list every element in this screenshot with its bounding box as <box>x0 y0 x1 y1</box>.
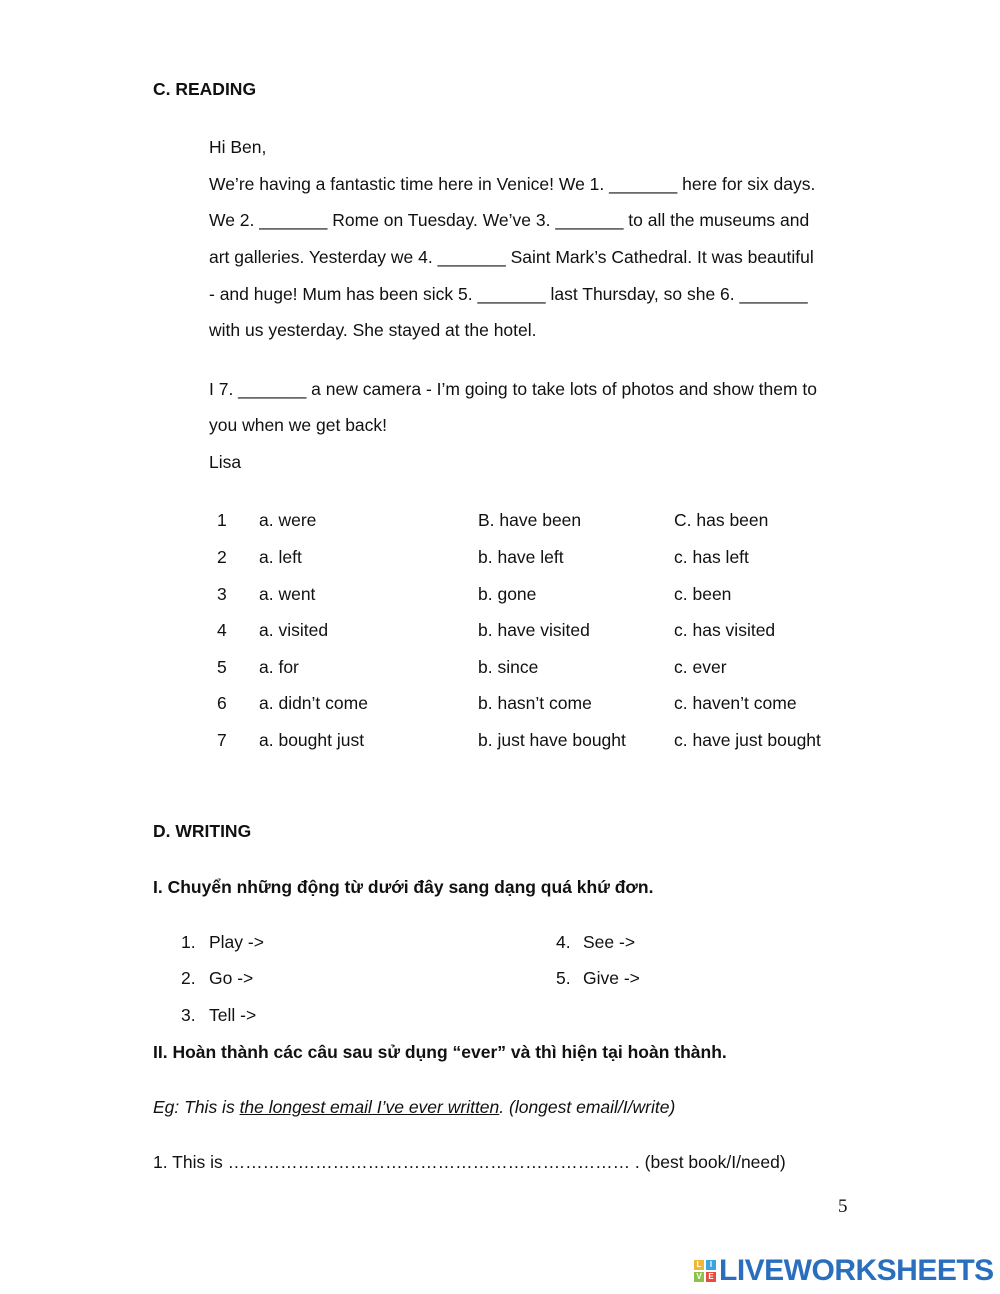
verb-prompt[interactable]: Give -> <box>583 968 640 988</box>
option-a[interactable]: a. went <box>259 584 316 604</box>
option-a[interactable]: a. visited <box>259 620 329 640</box>
option-a[interactable]: a. bought just <box>259 730 365 750</box>
writing-part1-instruction: I. Chuyển những động từ dưới đây sang dạng quá khứ đơn. <box>153 877 654 897</box>
letter-signature: Lisa <box>209 452 242 472</box>
letter-greeting: Hi Ben, <box>209 137 267 157</box>
option-a[interactable]: a. were <box>259 510 317 530</box>
example-sentence <box>153 1097 675 1118</box>
verb-prompt[interactable]: See -> <box>583 932 636 952</box>
option-number: 1 <box>217 510 227 530</box>
option-c[interactable]: c. ever <box>674 657 727 677</box>
option-b[interactable]: B. have been <box>478 510 582 530</box>
verb-prompt[interactable]: Go -> <box>209 968 254 988</box>
letter-line: We 2. _______ Rome on Tuesday. We’ve 3. _______ to all the museums and <box>209 210 810 230</box>
option-c[interactable]: c. has left <box>674 547 749 567</box>
example-answer: the longest email I’ve ever written <box>239 1097 500 1117</box>
logo-text: LIVEWORKSHEETS <box>719 1254 994 1287</box>
option-number: 3 <box>217 584 227 604</box>
option-a[interactable]: a. didn’t come <box>259 693 368 713</box>
list-number: 1. <box>181 932 196 952</box>
question-1[interactable]: 1. This is …………………………………………………………… . (best book/I/need) <box>153 1152 786 1172</box>
letter-line: you when we get back! <box>209 415 388 435</box>
option-c[interactable]: c. been <box>674 584 732 604</box>
option-c[interactable]: c. have just bought <box>674 730 821 750</box>
option-c[interactable]: c. haven’t come <box>674 693 797 713</box>
option-number: 5 <box>217 657 227 677</box>
option-b[interactable]: b. just have bought <box>478 730 626 750</box>
writing-part2-instruction: II. Hoàn thành các câu sau sử dụng “ever” và thì hiện tại hoàn thành. <box>153 1042 727 1062</box>
section-heading-writing: D. WRITING <box>153 821 252 841</box>
list-number: 4. <box>556 932 571 952</box>
option-b[interactable]: b. have visited <box>478 620 590 640</box>
option-b[interactable]: b. since <box>478 657 539 677</box>
option-a[interactable]: a. for <box>259 657 299 677</box>
example-suffix: . (longest email/I/write) <box>499 1097 676 1117</box>
option-number: 2 <box>217 547 227 567</box>
option-a[interactable]: a. left <box>259 547 302 567</box>
option-number: 4 <box>217 620 227 640</box>
list-number: 5. <box>556 968 571 988</box>
letter-line: - and huge! Mum has been sick 5. _______ last Thursday, so she 6. _______ <box>209 284 808 304</box>
option-b[interactable]: b. have left <box>478 547 564 567</box>
logo-blocks-icon <box>694 1260 716 1282</box>
verb-prompt[interactable]: Play -> <box>209 932 264 952</box>
letter-line: with us yesterday. She stayed at the hotel. <box>209 320 537 340</box>
option-number: 6 <box>217 693 227 713</box>
letter-line: I 7. _______ a new camera - I’m going to take lots of photos and show them to <box>209 379 817 399</box>
option-number: 7 <box>217 730 227 750</box>
letter-line: art galleries. Yesterday we 4. _______ Saint Mark’s Cathedral. It was beautiful <box>209 247 814 267</box>
option-c[interactable]: C. has been <box>674 510 769 530</box>
option-b[interactable]: b. hasn’t come <box>478 693 592 713</box>
page-number: 5 <box>838 1196 848 1217</box>
section-heading-reading: C. READING <box>153 79 257 99</box>
option-c[interactable]: c. has visited <box>674 620 776 640</box>
list-number: 2. <box>181 968 196 988</box>
logo-block: L <box>694 1260 704 1270</box>
verb-prompt[interactable]: Tell -> <box>209 1005 257 1025</box>
logo-block: V <box>694 1272 704 1282</box>
liveworksheets-logo <box>694 1254 994 1288</box>
letter-line: We’re having a fantastic time here in Venice! We 1. _______ here for six days. <box>209 174 816 194</box>
option-b[interactable]: b. gone <box>478 584 537 604</box>
example-prefix: Eg: This is <box>153 1097 240 1117</box>
logo-block: I <box>706 1260 716 1270</box>
logo-block: E <box>706 1272 716 1282</box>
list-number: 3. <box>181 1005 196 1025</box>
